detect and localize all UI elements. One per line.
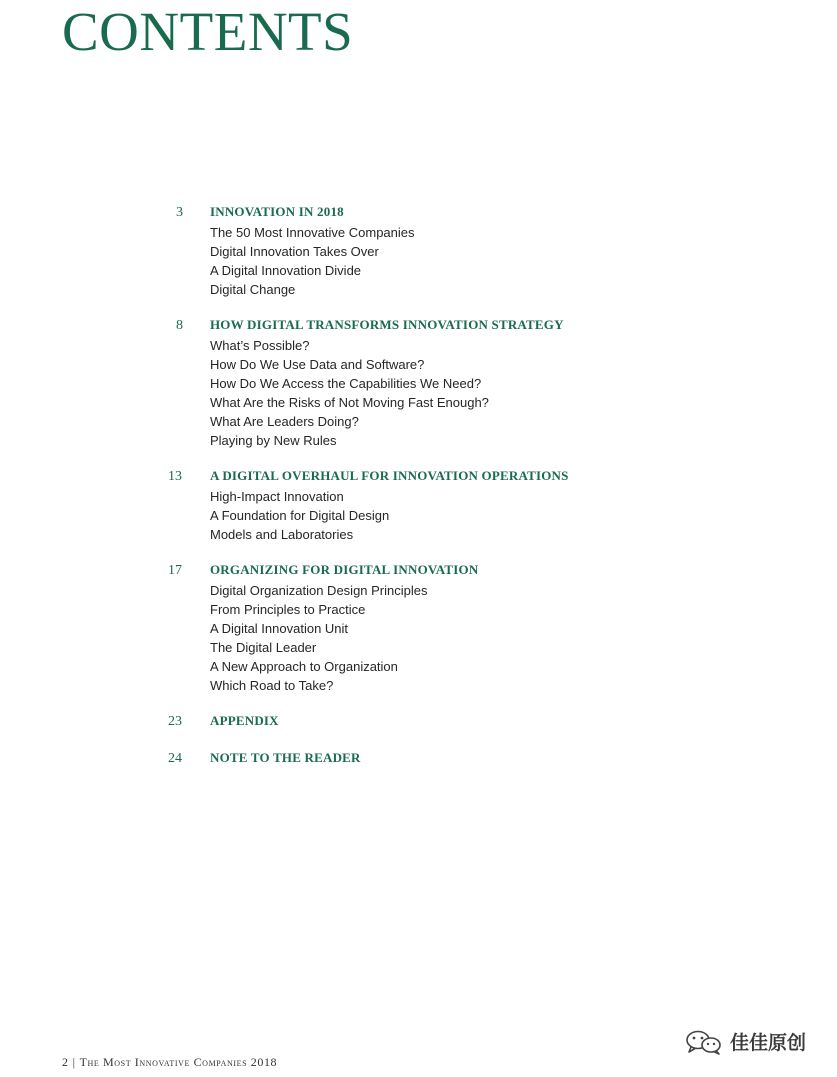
toc-subitem[interactable]: Models and Laboratories: [210, 527, 354, 542]
toc-subitem-list: [166, 336, 726, 450]
toc-subitem[interactable]: A New Approach to Organization: [210, 659, 398, 674]
toc-subitem[interactable]: What Are the Risks of Not Moving Fast Enough?: [210, 395, 489, 410]
toc-heading-row[interactable]: [166, 750, 726, 769]
toc-section: [166, 750, 726, 769]
footer-publication: The Most Innovative Companies 2018: [79, 1055, 278, 1069]
page-footer: [62, 1055, 277, 1070]
toc-subitem-list: [166, 487, 726, 544]
toc-section-title[interactable]: APPENDIX: [210, 713, 279, 728]
toc-heading-row[interactable]: [166, 204, 726, 223]
toc-page-number: 17: [168, 563, 182, 578]
page-title: CONTENTS: [62, 1, 354, 62]
toc-subitem[interactable]: From Principles to Practice: [210, 602, 366, 617]
toc-subitem[interactable]: High-Impact Innovation: [210, 489, 344, 504]
watermark: [684, 1028, 806, 1055]
toc-page-number: 24: [168, 751, 182, 766]
toc-subitem-list: [166, 223, 726, 299]
toc-page-number: 23: [168, 714, 182, 729]
toc-subitem[interactable]: The 50 Most Innovative Companies: [210, 225, 415, 240]
watermark-text: 佳佳原创: [730, 1032, 807, 1054]
toc-subitem[interactable]: A Digital Innovation Divide: [210, 263, 362, 278]
toc-section: [166, 562, 726, 695]
toc-section: [166, 317, 726, 450]
toc-heading-row[interactable]: [166, 713, 726, 732]
toc-subitem[interactable]: What Are Leaders Doing?: [210, 414, 359, 429]
toc-subitem[interactable]: Digital Innovation Takes Over: [210, 244, 379, 259]
toc-subitem[interactable]: How Do We Use Data and Software?: [210, 357, 425, 372]
toc-page-number: 13: [168, 469, 182, 484]
toc-subitem[interactable]: What’s Possible?: [210, 338, 310, 353]
toc-subitem[interactable]: Digital Organization Design Principles: [210, 583, 428, 598]
toc-subitem-list: [166, 581, 726, 695]
toc-heading-row[interactable]: [166, 468, 726, 487]
toc-subitem[interactable]: Playing by New Rules: [210, 433, 337, 448]
table-of-contents: [166, 204, 726, 787]
wechat-icon: [684, 1029, 724, 1055]
footer-separator: |: [72, 1055, 76, 1069]
toc-subitem[interactable]: How Do We Access the Capabilities We Need?: [210, 376, 482, 391]
footer-page-number: 2: [62, 1055, 69, 1069]
toc-heading-row[interactable]: [166, 317, 726, 336]
toc-section-title[interactable]: INNOVATION IN 2018: [210, 204, 344, 219]
toc-subitem[interactable]: Which Road to Take?: [210, 678, 334, 693]
toc-section-title[interactable]: A DIGITAL OVERHAUL FOR INNOVATION OPERATIONS: [210, 468, 569, 483]
toc-section-title[interactable]: ORGANIZING FOR DIGITAL INNOVATION: [210, 562, 479, 577]
toc-subitem[interactable]: The Digital Leader: [210, 640, 317, 655]
toc-section: [166, 468, 726, 544]
toc-subitem[interactable]: A Digital Innovation Unit: [210, 621, 349, 636]
toc-section: [166, 713, 726, 732]
toc-subitem[interactable]: Digital Change: [210, 282, 296, 297]
toc-page-number: 3: [176, 205, 183, 220]
toc-page-number: 8: [176, 318, 183, 333]
toc-section-title[interactable]: HOW DIGITAL TRANSFORMS INNOVATION STRATEGY: [210, 317, 564, 332]
toc-heading-row[interactable]: [166, 562, 726, 581]
toc-section: [166, 204, 726, 299]
toc-section-title[interactable]: NOTE TO THE READER: [210, 750, 361, 765]
toc-subitem[interactable]: A Foundation for Digital Design: [210, 508, 390, 523]
